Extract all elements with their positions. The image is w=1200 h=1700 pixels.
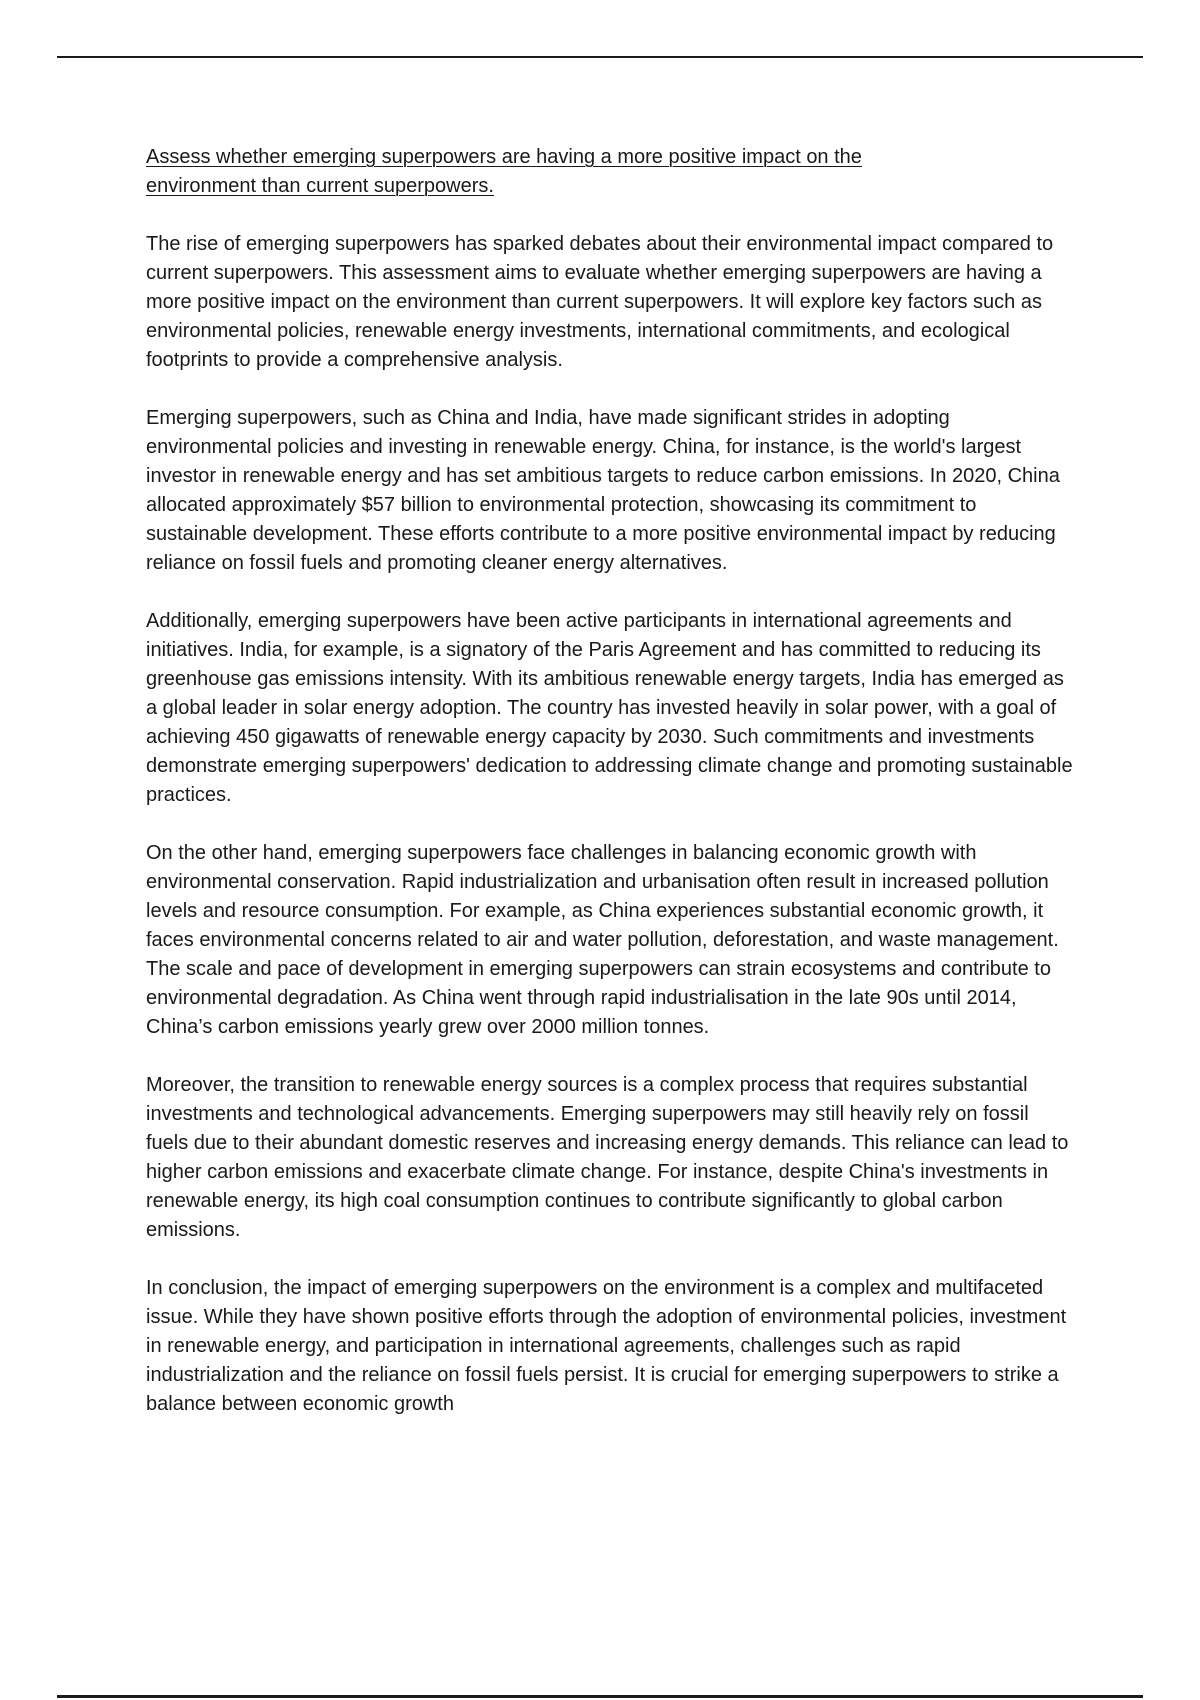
document-body: [146, 143, 1076, 1448]
header-rule: [57, 56, 1143, 58]
paragraph-introduction: The rise of emerging superpowers has sparked debates about their environmental impact compared to current superpowers. This assessment aims to evaluate whether emerging superpowers are having a more positive impact on the environment than current superpowers. It will explore key factors such as environmental policies, renewable energy investments, international commitments, and ecological footprints to provide a comprehensive analysis.: [146, 233, 1054, 371]
paragraph-renewable-investment: Emerging superpowers, such as China and India, have made significant strides in adopting environmental policies and investing in renewable energy. China, for instance, is the world's largest investor in renewable energy and has set ambitious targets to reduce carbon emissions. In 2020, China allocated approximately $57 billion to environmental protection, showcasing its commitment to sustainable development. These efforts contribute to a more positive environmental impact by reducing reliance on fossil fuels and promoting cleaner energy alternatives.: [146, 407, 1060, 574]
essay-title: Assess whether emerging superpowers are having a more positive impact on the environment than current superpowers.: [146, 146, 862, 197]
paragraph-conclusion: In conclusion, the impact of emerging superpowers on the environment is a complex and multifaceted issue. While they have shown positive efforts through the adoption of environmental policies, investment in renewable energy, and participation in international agreements, challenges such as rapid industrialization and the reliance on fossil fuels persist. It is crucial for emerging superpowers to strike a balance between economic growth: [146, 1277, 1067, 1415]
paragraph-international-agreements: Additionally, emerging superpowers have been active participants in international agreements and initiatives. India, for example, is a signatory of the Paris Agreement and has committed to reducing its greenhouse gas emissions intensity. With its ambitious renewable energy targets, India has emerged as a global leader in solar energy adoption. The country has invested heavily in solar power, with a goal of achieving 450 gigawatts of renewable energy capacity by 2030. Such commitments and investments demonstrate emerging superpowers' dedication to addressing climate change and promoting sustainable practices.: [146, 610, 1073, 806]
paragraph-economic-growth-challenges: On the other hand, emerging superpowers face challenges in balancing economic growth with environmental conservation. Rapid industrialization and urbanisation often result in increased pollution levels and resource consumption. For example, as China experiences substantial economic growth, it faces environmental concerns related to air and water pollution, deforestation, and waste management. The scale and pace of development in emerging superpowers can strain ecosystems and contribute to environmental degradation. As China went through rapid industrialisation in the late 90s until 2014, China’s carbon emissions yearly grew over 2000 million tonnes.: [146, 842, 1059, 1038]
paragraph-fossil-fuel-reliance: Moreover, the transition to renewable energy sources is a complex process that requires substantial investments and technological advancements. Emerging superpowers may still heavily rely on fossil fuels due to their abundant domestic reserves and increasing energy demands. This reliance can lead to higher carbon emissions and exacerbate climate change. For instance, despite China's investments in renewable energy, its high coal consumption continues to contribute significantly to global carbon emissions.: [146, 1074, 1069, 1241]
footer-rule: [57, 1695, 1143, 1698]
